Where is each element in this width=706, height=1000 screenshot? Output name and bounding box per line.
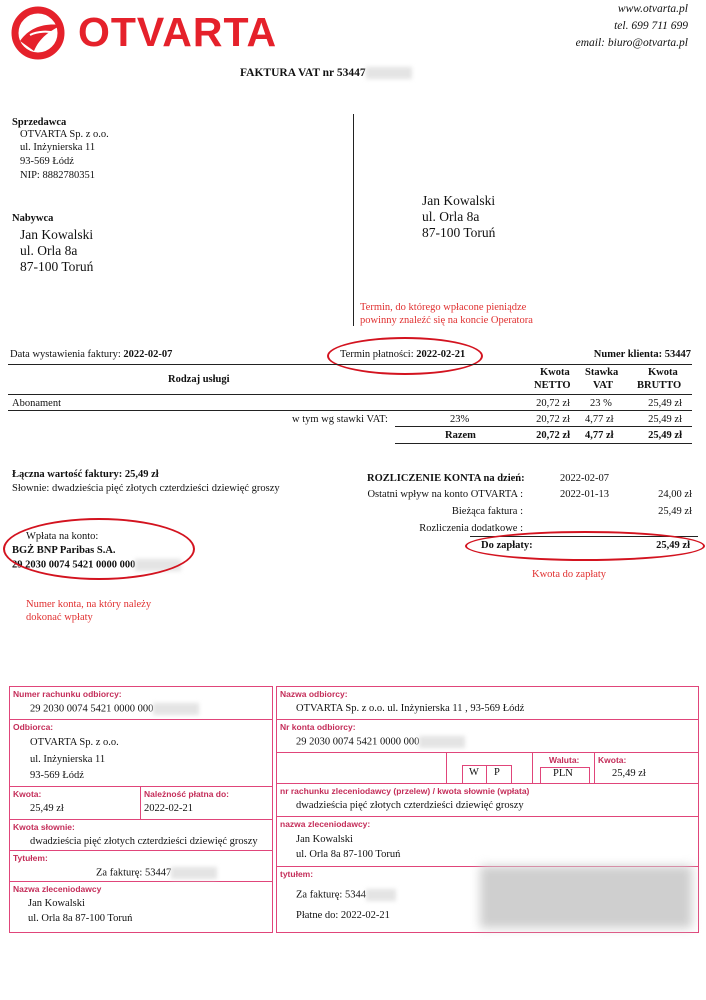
slip-r-amount-label: Kwota: [598,755,627,765]
col-service-header: Rodzaj usługi [168,374,230,385]
slip-r-wp-divider [486,765,487,783]
amount-due-note: Kwota do zapłaty [532,569,607,580]
slip-title [96,867,217,879]
phone-text: tel. 699 711 699 [614,20,688,32]
settlement-heading: ROZLICZENIE KONTA na dzień: [367,473,525,484]
vat-row-brutto: 25,49 zł [648,414,682,425]
slip-due-label: Należność płatna do: [144,789,230,799]
last-payment-amount: 24,00 zł [658,489,692,500]
slip-r-recv-name: OTVARTA Sp. z o.o. ul. Inżynierska 11 , 93-569 Łódź [296,703,525,714]
row-rule [8,410,692,411]
logo-icon [10,5,70,61]
redacted-mark [366,889,396,901]
recipient-street: ul. Orla 8a [422,209,480,224]
payment-account-number: 29 2030 0074 5421 0000 000 [12,559,136,571]
slip-left-line [10,881,272,882]
slip-recv-city: 93-569 Łódź [30,770,84,781]
slip-r-recv-acc-label: Nr konta odbiorcy: [280,722,356,732]
invoice-title [240,67,412,79]
last-payment-date: 2022-01-13 [560,489,609,500]
col-brutto-header-1: Kwota [648,367,678,378]
table-bottom-rule [395,443,692,444]
due-date-label: Termin płatności: [340,349,414,360]
slip-left-vline [140,786,141,819]
slip-r-title-label: tytułem: [280,869,314,879]
due-date-highlight [327,337,483,375]
redacted-mark [153,703,199,715]
slip-recv-street: ul. Inżynierska 11 [30,754,106,765]
slip-amount: 25,49 zł [30,803,64,814]
slip-right-vline [594,752,595,783]
slip-r-words: dwadzieścia pięć złotych czterdzieści dziewięć groszy [296,800,524,811]
slip-r-currency-label: Waluta: [549,755,580,765]
due-date-value: 2022-02-21 [416,349,466,360]
slip-words-label: Kwota słownie: [13,822,75,832]
vat-row-netto: 20,72 zł [536,414,570,425]
vat-row-label: w tym wg stawki VAT: [292,414,388,425]
row-brutto: 25,49 zł [648,398,682,409]
slip-left-line [10,850,272,851]
buyer-name: Jan Kowalski [20,227,94,242]
seller-city: 93-569 Łódź [20,156,74,167]
address-divider [353,114,354,326]
buyer-heading: Nabywca [12,213,54,224]
slip-right-vline [446,752,447,783]
slip-words: dwadzieścia pięć złotych czterdzieści dziewięć groszy [30,836,258,847]
vat-row-rule [395,426,692,427]
recipient-name: Jan Kowalski [422,193,496,208]
slip-payer-name: Jan Kowalski [28,898,85,909]
table-header-rule [8,394,692,395]
issue-date-label: Data wystawienia faktury: [10,349,121,360]
col-brutto-header-2: BRUTTO [637,380,682,391]
slip-r-recv-acc-value: 29 2030 0074 5421 0000 000 [296,736,420,748]
slip-amount-label: Kwota: [13,789,42,799]
slip-r-payer-acc-label: nr rachunku zleceniodawcy (przelew) / kwota słownie (wpłata) [280,786,530,796]
slip-right-line [277,752,698,753]
last-payment-label: Ostatni wpływ na konto OTVARTA : [367,489,523,500]
seller-name: OTVARTA Sp. z o.o. [20,129,109,140]
slip-r-title [296,889,396,901]
slip-payer-label: Nazwa zleceniodawcy [13,884,102,894]
vat-row-rate: 23% [450,414,470,425]
slip-r-recv-name-label: Nazwa odbiorcy: [280,689,348,699]
slip-r-payer-label: nazwa zleceniodawcy: [280,819,371,829]
amount-due-value: 25,49 zł [656,540,690,551]
client-number-value: 53447 [664,349,691,360]
buyer-street: ul. Orla 8a [20,243,78,258]
email-text: email: biuro@otvarta.pl [575,37,688,49]
slip-r-due: Płatne do: 2022-02-21 [296,910,390,921]
client-number [594,349,691,360]
slip-right-vline [532,752,533,783]
col-netto-header-1: Kwota [540,367,570,378]
slip-left-line [10,719,272,720]
slip-left-line [10,786,272,787]
account-highlight [3,518,195,580]
slip-payer-addr: ul. Orla 8a 87-100 Toruń [28,913,133,924]
slip-recv-acc-value: 29 2030 0074 5421 0000 000 [30,703,154,715]
slip-r-payer-name: Jan Kowalski [296,834,353,845]
total-row-label: Razem [445,430,476,441]
slip-r-p: P [494,767,500,778]
slip-recv-label: Odbiorca: [13,722,54,732]
slip-r-payer-addr: ul. Orla 8a 87-100 Toruń [296,849,401,860]
issue-date-value: 2022-02-07 [123,349,173,360]
vat-row-vat: 4,77 zł [585,414,614,425]
row-vat: 23 % [590,398,612,409]
slip-right-line [277,719,698,720]
slip-r-currency: PLN [553,768,573,779]
slip-right-line [277,816,698,817]
payment-bank: BGŻ BNP Paribas S.A. [12,545,116,556]
slip-r-w: W [469,767,479,778]
row-service: Abonament [12,398,61,409]
amount-due-highlight [465,531,705,561]
total-row-netto: 20,72 zł [536,430,570,441]
account-note-line1: Numer konta, na który należy [26,599,152,610]
slip-r-recv-acc [296,736,465,748]
settlement-date: 2022-02-07 [560,473,609,484]
invoice-total-words: Słownie: dwadzieścia pięć złotych czterdzieści dziewięć groszy [12,483,280,494]
slip-title-label: Tytułem: [13,853,48,863]
recipient-city: 87-100 Toruń [422,225,496,240]
redacted-mark [419,736,465,748]
redacted-barcode [480,866,692,928]
slip-r-amount: 25,49 zł [612,768,646,779]
slip-title-value: Za fakturę: 53447 [96,867,172,879]
slip-due: 2022-02-21 [144,803,193,814]
deadline-note-line1: Termin, do którego wpłacone pieniądze [360,302,527,313]
current-invoice-label: Bieżąca faktura : [451,506,523,517]
payment-label: Wpłata na konto: [26,531,99,542]
slip-recv-acc [30,703,199,715]
account-note-line2: dokonać wpłaty [26,612,93,623]
deadline-note-line2: powinny znaleźć się na koncie Operatora [360,315,533,326]
slip-r-title-value: Za fakturę: 5344 [296,889,366,901]
slip-recv-name: OTVARTA Sp. z o.o. [30,737,119,748]
seller-heading: Sprzedawca [12,117,67,128]
redacted-mark [171,867,217,879]
invoice-number: FAKTURA VAT nr 53447 [240,67,366,79]
row-netto: 20,72 zł [536,398,570,409]
seller-nip: NIP: 8882780351 [20,170,95,181]
client-number-label: Numer klienta: [593,349,663,360]
slip-left-line [10,819,272,820]
seller-street: ul. Inżynierska 11 [20,142,96,153]
issue-date [10,349,172,360]
current-invoice-amount: 25,49 zł [658,506,692,517]
col-vat-header-2: VAT [593,380,614,391]
brand-logo-text: OTVARTA [78,9,278,55]
slip-recv-acc-label: Numer rachunku odbiorcy: [13,689,122,699]
invoice-total: Łączna wartość faktury: 25,49 zł [12,469,159,480]
total-row-brutto: 25,49 zł [648,430,682,441]
total-row-vat: 4,77 zł [585,430,614,441]
amount-due-label: Do zapłaty: [481,540,533,551]
col-netto-header-2: NETTO [534,380,571,391]
buyer-city: 87-100 Toruń [20,259,94,274]
extra-settlement-label: Rozliczenia dodatkowe : [419,523,523,534]
redacted-mark [366,67,412,79]
website-link[interactable]: www.otvarta.pl [617,3,688,15]
table-top-rule [8,364,692,365]
col-vat-header-1: Stawka [585,367,619,378]
